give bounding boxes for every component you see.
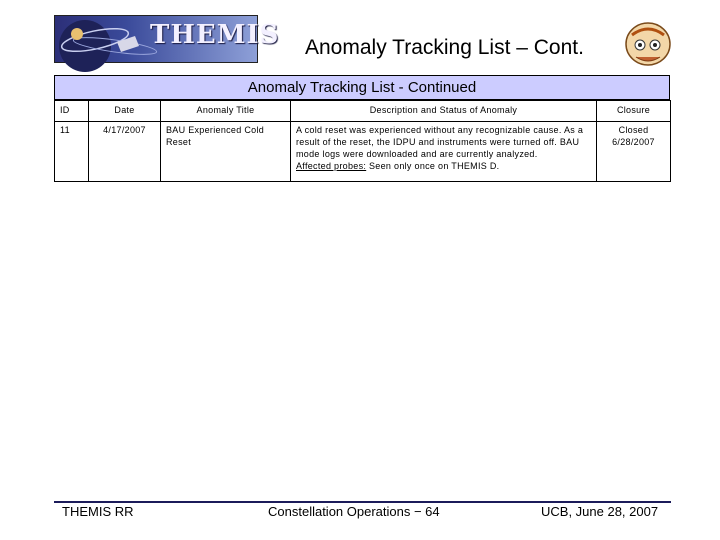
footer-divider [54,501,671,503]
page-title: Anomaly Tracking List – Cont. [305,36,584,59]
column-header-description: Description and Status of Anomaly [291,101,597,122]
column-header-id: ID [55,101,89,122]
anomaly-table [54,100,671,182]
themis-mascot-icon [624,21,672,67]
footer-right: UCB, June 28, 2007 [541,504,659,519]
themis-logo [54,15,280,63]
column-header-title: Anomaly Title [161,101,291,122]
closure-status: Closed [618,125,649,135]
cell-title: BAU Experienced Cold Reset [161,122,291,182]
footer-left: THEMIS RR [62,504,134,519]
description-text: A cold reset was experienced without any recognizable cause. As a result of the reset, the IDPU and instruments were turned off. BAU mode logs were downloaded and are currently analyzed. [296,125,584,159]
column-header-date: Date [89,101,161,122]
logo-text: THEMIS [150,20,280,50]
cell-closure [597,122,671,182]
cell-id: 11 [55,122,89,182]
footer-center: Constellation Operations − 64 [268,504,440,519]
table-banner: Anomaly Tracking List - Continued [54,75,670,100]
cell-date: 4/17/2007 [89,122,161,182]
cell-description [291,122,597,182]
table-row [55,122,671,182]
affected-probes-label: Affected probes: [296,161,367,171]
table-header-row [55,101,671,122]
closure-date: 6/28/2007 [612,137,655,147]
affected-probes-value: Seen only once on THEMIS D. [366,161,500,171]
column-header-closure: Closure [597,101,671,122]
